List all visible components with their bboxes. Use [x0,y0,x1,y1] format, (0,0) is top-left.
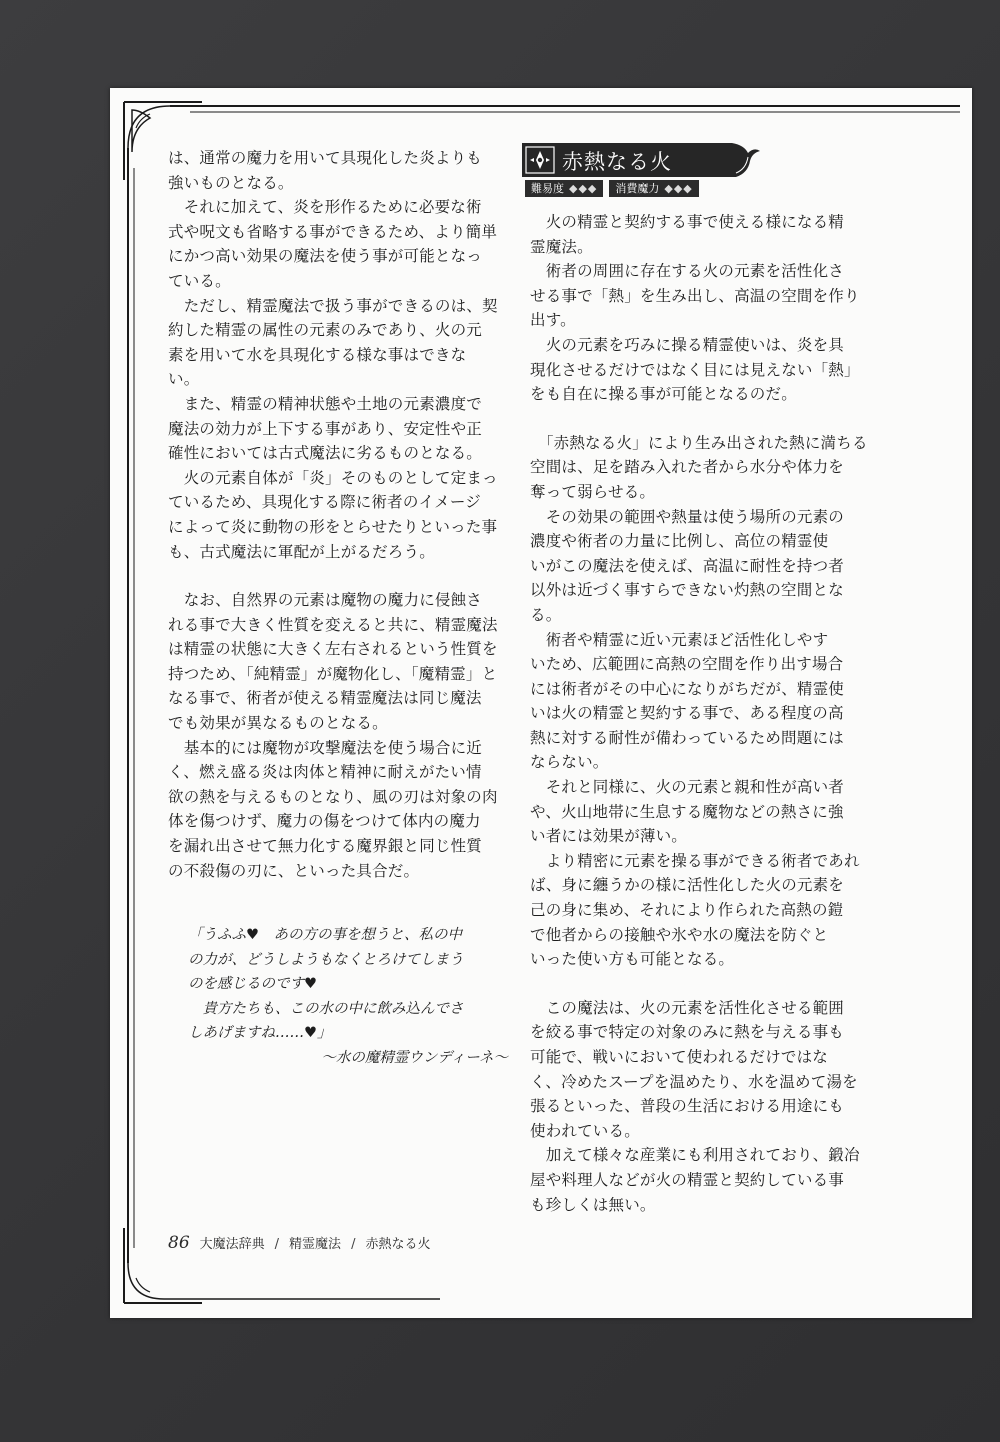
character-quote [188,923,518,1070]
text-line: 空間は、足を踏み入れた者から水分や体力を [530,458,845,477]
text-line: 現化させるだけではなく目には見えない「熱」 [530,360,860,379]
quote-line: しあげますね……♥」 [188,1025,332,1041]
mana-label: 消費魔力 [615,182,660,195]
text-line: より精密に元素を操る事ができる術者であれ [530,851,860,870]
text-line: には術者がその中心になりがちだが、精霊使 [530,679,845,698]
text-line: も、古式魔法に軍配が上がるだろう。 [168,542,435,561]
text-line: 己の身に集め、それにより作られた高熱の鎧 [530,901,844,920]
text-line: 火の元素自体が「炎」そのものとして定まっ [168,468,498,487]
quote-line: のを感じるのです♥ [188,976,317,992]
text-line: 基本的には魔物が攻撃魔法を使う場合に近 [168,738,483,757]
quote-line: 「うふふ♥ あの方の事を想うと、私の中 [188,927,462,943]
text-line: れる事で大きく性質を変えると共に、精霊魔法 [168,615,498,634]
text-line: る。 [530,605,562,624]
book-page [110,88,972,1318]
text-line: 強いものとなる。 [168,173,294,192]
mana-stat [609,180,698,197]
text-line: 熱に対する耐性が備わっているため問題には [530,728,844,747]
text-line: をも自在に操る事が可能となるのだ。 [530,385,797,404]
quote-line: 貴方たちも、この水の中に飲み込んでさ [188,1000,464,1017]
page-footer [168,1233,430,1253]
text-line: ば、身に纏うかの様に活性化した火の元素を [530,876,845,895]
text-line: なる事で、術者が使える精霊魔法は同じ魔法 [168,689,482,708]
footer-book: 大魔法辞典 [199,1237,265,1252]
text-line: なお、自然界の元素は魔物の魔力に侵蝕さ [168,591,483,610]
text-line: その効果の範囲や熱量は使う場所の元素の [530,507,845,526]
quote-line: の力が、どうしようもなくとろけてしまう [188,951,464,968]
text-line: 霊魔法。 [530,237,593,256]
footer-entry: 赤熱なる火 [365,1237,431,1252]
text-line: 魔法の効力が上下する事があり、安定性や正 [168,419,483,438]
text-line: ている。 [168,271,231,290]
text-line: 持つため、「純精霊」が魔物化し、「魔精霊」と [168,664,498,683]
text-line: 加えて様々な産業にも利用されており、鍛冶 [530,1146,860,1165]
text-line: や、火山地帯に生息する魔物などの熱さに強 [530,802,844,821]
text-line: にかつ高い効果の魔法を使う事が可能となっ [168,247,483,266]
text-line: 以外は近づく事すらできない灼熱の空間とな [530,581,844,600]
text-line: 術者や精霊に近い元素ほど活性化しやす [530,630,829,649]
text-line: を漏れ出させて無力化する魔界銀と同じ性質 [168,837,483,856]
text-line: い者には効果が薄い。 [530,827,688,846]
text-line: この魔法は、火の元素を活性化させる範囲 [530,998,845,1017]
text-line: 奪って弱らせる。 [530,482,656,501]
text-line: せる事で「熱」を生み出し、高温の空間を作り [530,286,860,305]
text-line: ならない。 [530,753,609,772]
text-line: によって炎に動物の形をとらせたりといった事 [168,517,498,536]
mana-value: ◆◆◆ [664,182,693,195]
text-line: 確性においては古式魔法に劣るものとなる。 [168,444,483,463]
text-line: で他者からの接触や氷や水の魔法を防ぐと [530,925,829,944]
footer-separator: / [274,1237,280,1252]
text-line: 使われている。 [530,1121,640,1140]
text-line: を絞る事で特定の対象のみに熱を与える事も [530,1023,845,1042]
text-line: は、通常の魔力を用いて具現化した炎よりも [168,149,483,167]
text-line: 体を傷つけず、魔力の傷をつけて体内の魔力 [168,812,481,831]
text-line: 出す。 [530,311,576,330]
text-line: ただし、精霊魔法で扱う事ができるのは、契 [168,296,498,315]
text-line: も珍しくは無い。 [530,1195,656,1214]
paragraph-gap [530,407,860,431]
text-line: いは火の精霊と契約する事で、ある程度の高 [530,704,844,723]
difficulty-value: ◆◆◆ [569,182,598,195]
footer-separator: / [351,1237,356,1252]
text-line: いため、広範囲に高熱の空間を作り出す場合 [530,655,844,674]
text-line: は精霊の状態に大きく左右されるという性質を [168,640,498,659]
text-line: でも効果が異なるものとなる。 [168,714,388,733]
text-line: い。 [168,370,200,389]
page-number: 86 [168,1233,190,1253]
text-line: 約した精霊の属性の元素のみであり、火の元 [168,321,483,340]
text-line: 張るといった、普段の生活における用途にも [530,1097,845,1116]
text-line: それに加えて、炎を形作るために必要な術 [168,198,482,217]
text-line: また、精霊の精神状態や土地の元素濃度で [168,394,483,413]
text-line: 濃度や術者の力量に比例し、高位の精霊使 [530,532,829,551]
text-line: 火の元素を巧みに操る精霊使いは、炎を具 [530,335,845,354]
text-line: いがこの魔法を使えば、高温に耐性を持つ者 [530,556,845,575]
text-line: 火の精霊と契約する事で使える様になる精 [530,213,845,231]
text-line: 欲の熱を与えるものとなり、風の刃は対象の肉 [168,787,498,806]
paragraph-gap [168,564,498,588]
right-column [530,210,868,1217]
text-line: ているため、具現化する際に術者のイメージ [168,493,481,512]
text-line: く、冷めたスープを温めたり、水を温めて湯を [530,1072,858,1091]
difficulty-stat [525,180,603,197]
text-line: の不殺傷の刃に、といった具合だ。 [168,861,420,880]
spell-stats [525,180,699,197]
left-column [168,146,498,883]
paragraph-gap [530,972,860,996]
text-line: 屋や料理人などが火の精霊と契約している事 [530,1170,845,1189]
text-line: 術者の周囲に存在する火の元素を活性化さ [530,262,845,281]
text-line: 素を用いて水を具現化する様な事はできな [168,345,467,364]
quote-attribution: ～水の魔精霊ウンディーネ～ [321,1049,508,1066]
spell-title: 赤熱なる火 [562,150,672,174]
text-line: それと同様に、火の元素と親和性が高い者 [530,778,845,797]
text-line: 可能で、戦いにおいて使われるだけではな [530,1048,828,1066]
text-line: 「赤熱なる火」により生み出された熱に満ちる [530,433,868,452]
text-line: く、燃え盛る炎は肉体と精神に耐えがたい情 [168,763,482,782]
text-line: 式や呪文も省略する事ができるため、より簡単 [168,222,498,241]
footer-section: 精霊魔法 [289,1237,342,1252]
difficulty-label: 難易度 [531,182,564,195]
text-line: いった使い方も可能となる。 [530,950,735,969]
